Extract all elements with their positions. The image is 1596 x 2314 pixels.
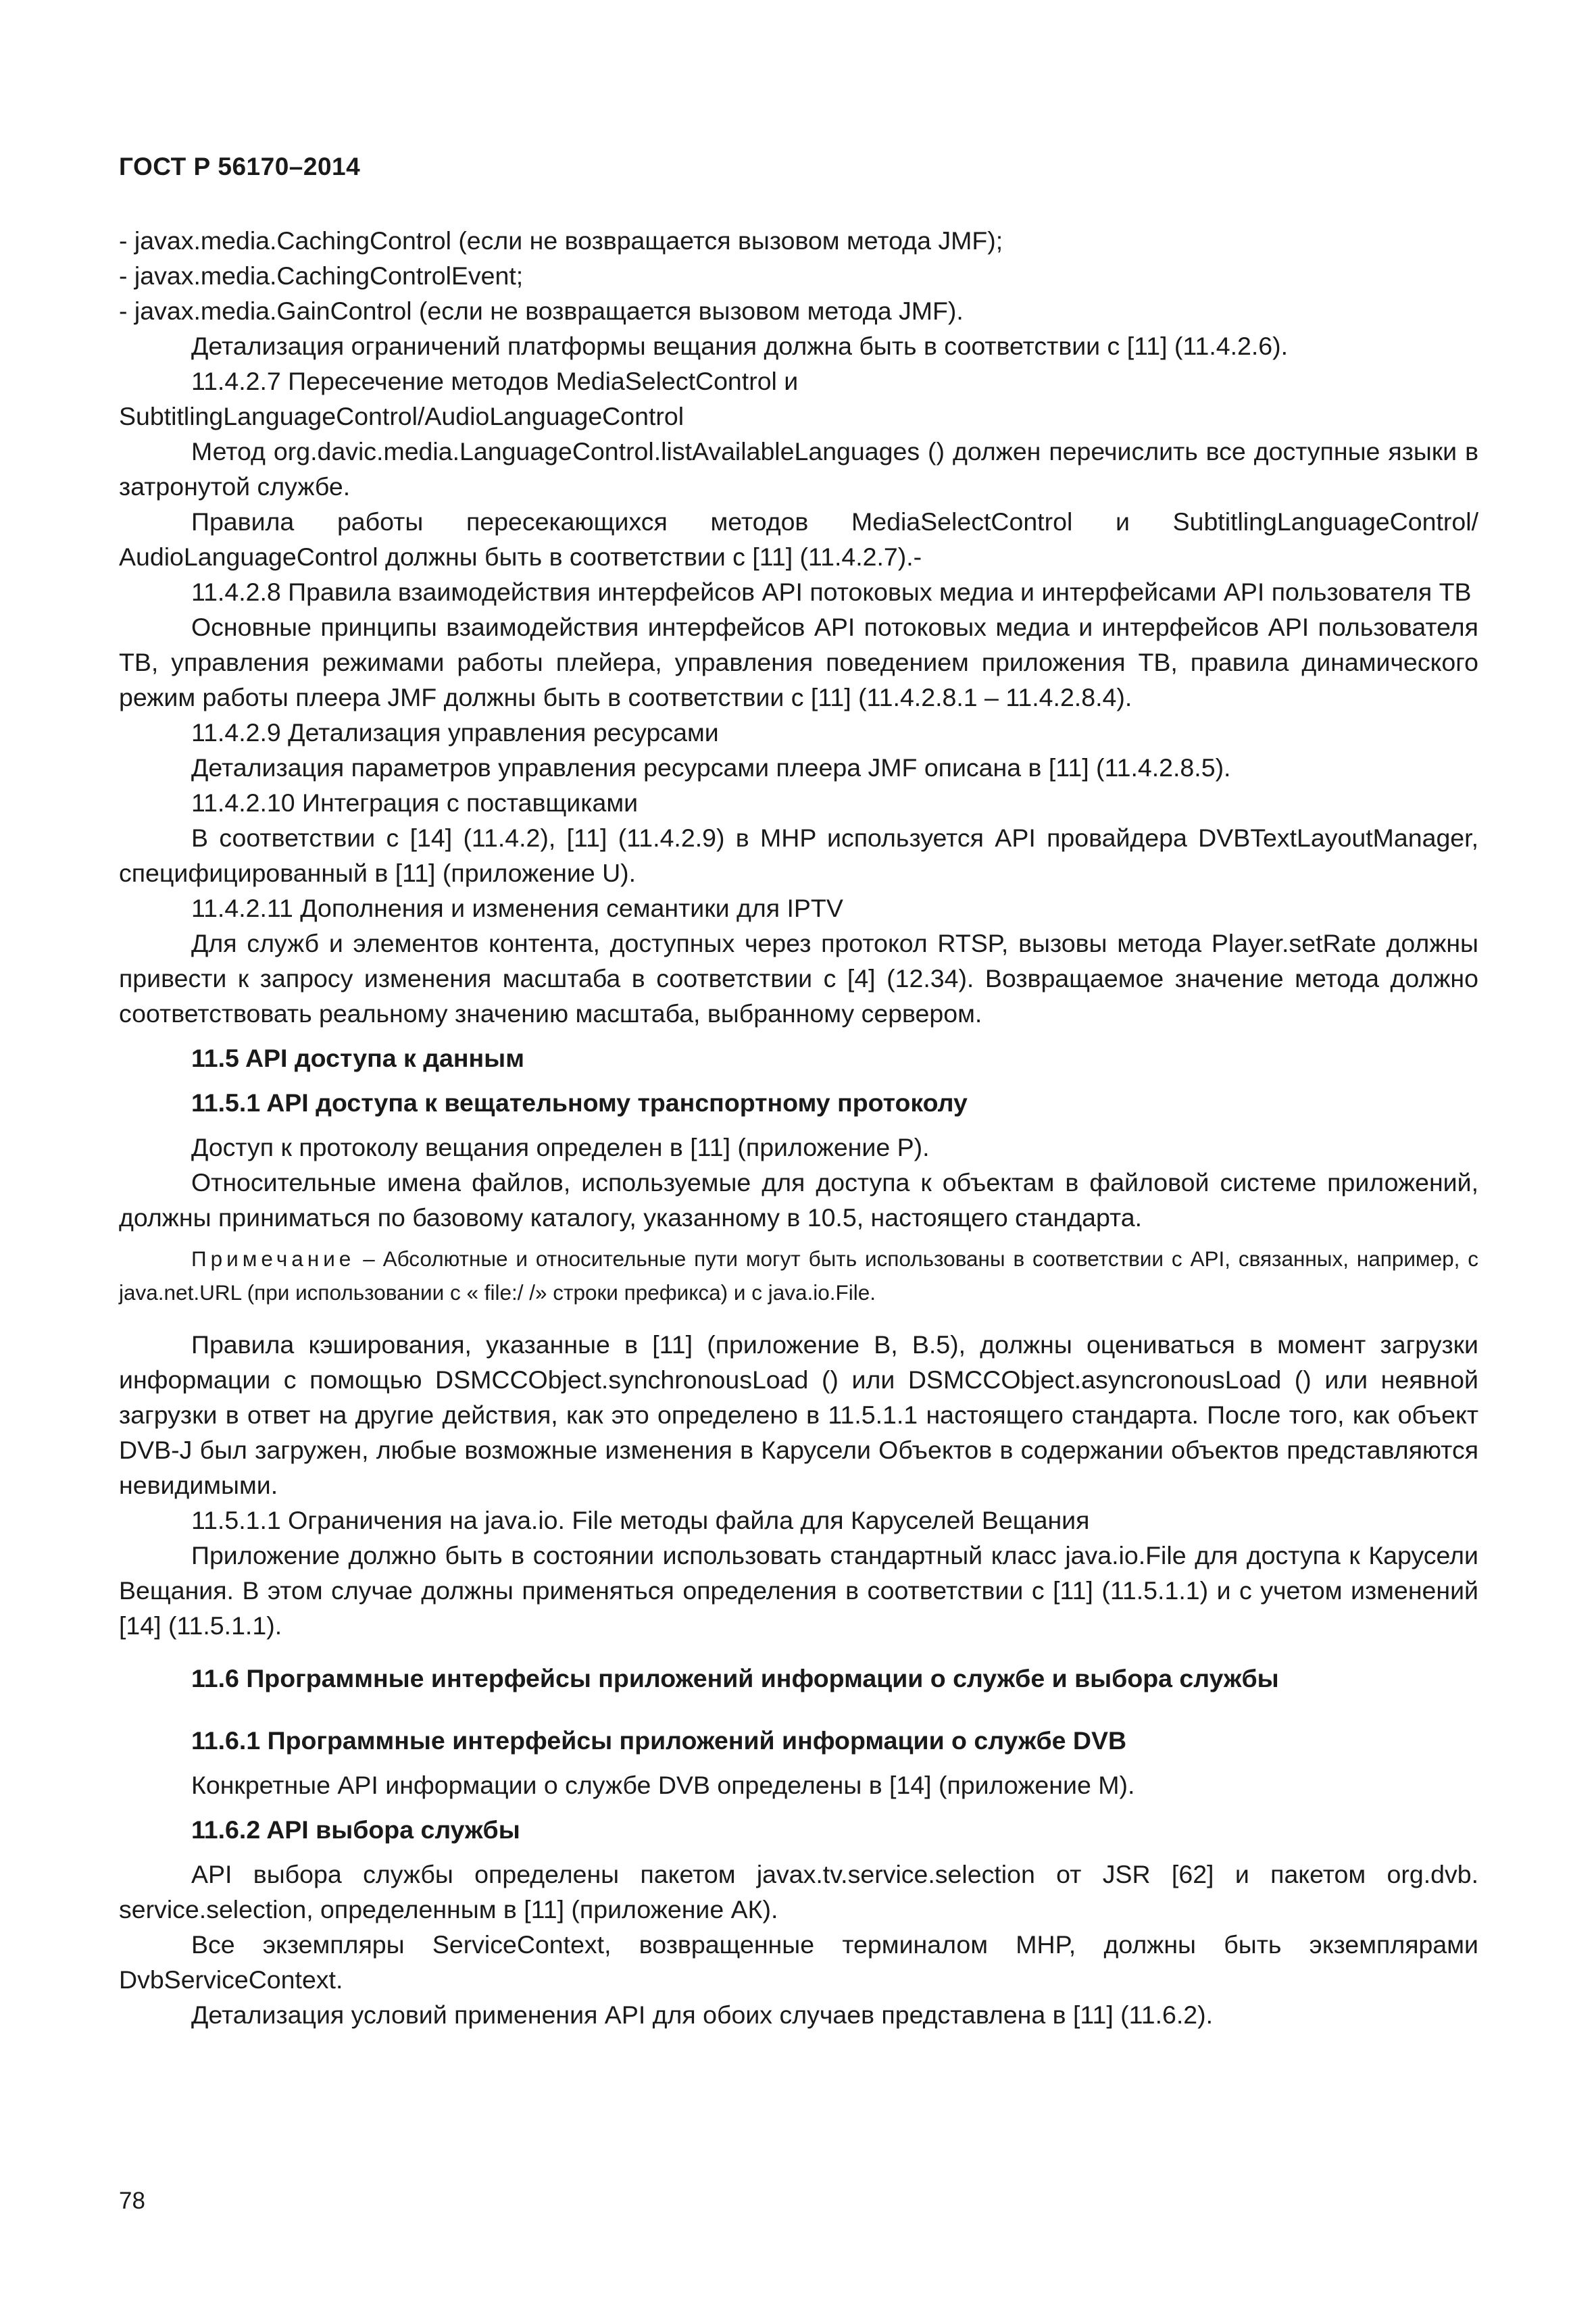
list-item: - javax.media.CachingControl (если не возвращается вызовом метода JMF); [119,226,1003,255]
list-item: - javax.media.CachingControlEvent; [119,261,524,290]
list-item: - javax.media.GainControl (если не возвращается вызовом метода JMF). [119,297,964,325]
subsection-title: 11.4.2.10 Интеграция с поставщиками [191,788,639,817]
document-body [119,223,1478,2032]
subsection-title: 11.4.2.7 Пересечение методов MediaSelectControl и [191,367,799,395]
note-label: Примечание [191,1247,355,1271]
note-text: – Абсолютные и относительные пути могут быть использованы в соответствии с API, связанных, например, с java.net.URL (при использовании с « file:/ /» строки префикса) и с java.io.File. [119,1247,1478,1305]
paragraph: Правила работы пересекающихся методов MediaSelectControl и SubtitlingLanguageControl/ AudioLanguageControl должны быть в соответствии с [11] (11.4.2.7).- [119,507,1478,571]
paragraph: Метод org.davic.media.LanguageControl.listAvailableLanguages () должен перечислить все доступные языки в затронутой службе. [119,437,1478,501]
paragraph: Конкретные API информации о службе DVB определены в [14] (приложение М). [191,1771,1135,1799]
section-heading: 11.5 API доступа к данным [191,1044,524,1072]
paragraph: Для служб и элементов контента, доступных через протокол RTSP, вызовы метода Player.setRate должны привести к запросу изменения масштаба в соответствии с [4] (12.34). Возвращаемое значение метода должно соответствовать реальному значению масштаба, выбранному сервером. [119,929,1478,1028]
subsection-title: 11.4.2.11 Дополнения и изменения семантики для IPTV [191,894,843,922]
page-number: 78 [119,2188,145,2214]
note [119,1242,1478,1309]
paragraph: Доступ к протоколу вещания определен в [11] (приложение Р). [191,1133,930,1161]
subsection-title: 11.4.2.8 Правила взаимодействия интерфейсов API потоковых медиа и интерфейсами API пользователя ТВ [191,578,1472,606]
subsection-title-cont: SubtitlingLanguageControl/AudioLanguageControl [119,402,684,430]
paragraph: Все экземпляры ServiceContext, возвращенные терминалом MHP, должны быть экземплярами DvbServiceContext. [119,1930,1478,1994]
paragraph: Основные принципы взаимодействия интерфейсов API потоковых медиа и интерфейсов API пользователя ТВ, управления режимами работы плейера, управления поведением приложения ТВ, правила динамического режим работы плеера JMF должны быть в соответствии с [11] (11.4.2.8.1 – 11.4.2.8.4). [119,613,1478,711]
paragraph: Приложение должно быть в состоянии использовать стандартный класс java.io.File для доступа к Карусели Вещания. В этом случае должны применяться определения в соответствии с [11] (11.5.1.1) и с учетом изменений [14] (11.5.1.1). [119,1541,1478,1640]
standard-header: ГОСТ Р 56170–2014 [119,153,361,180]
paragraph: Относительные имена файлов, используемые для доступа к объектам в файловой системе приложений, должны приниматься по базовому каталогу, указанному в 10.5, настоящего стандарта. [119,1168,1478,1232]
section-heading: 11.5.1 API доступа к вещательному транспортному протоколу [191,1088,968,1117]
section-heading: 11.6.2 API выбора службы [191,1815,520,1844]
paragraph: API выбора службы определены пакетом javax.tv.service.selection от JSR [62] и пакетом org.dvb. service.selection, определенным в [11] (приложение АК). [119,1860,1478,1923]
section-heading: 11.6 Программные интерфейсы приложений информации о службе и выбора службы [191,1664,1279,1692]
paragraph: В соответствии с [14] (11.4.2), [11] (11.4.2.9) в MHP используется API провайдера DVBTextLayoutManager, специфицированный в [11] (приложение U). [119,824,1478,887]
paragraph: Детализация ограничений платформы вещания должна быть в соответствии с [11] (11.4.2.6). [191,332,1289,360]
paragraph: Правила кэширования, указанные в [11] (приложение В, В.5), должны оцениваться в момент загрузки информации с помощью DSMCCObject.synchronousLoad () или DSMCCObject.asyncronousLoad () или неявной загрузки в ответ на другие действия, как это определено в 11.5.1.1 настоящего стандарта. После того, как объект DVB-J был загружен, любые возможные изменения в Карусели Объектов в содержании объектов представляются невидимыми. [119,1330,1478,1499]
subsection-title: 11.5.1.1 Ограничения на java.io. File методы файла для Каруселей Вещания [191,1506,1090,1534]
section-heading: 11.6.1 Программные интерфейсы приложений информации о службе DVB [191,1726,1127,1755]
subsection-title: 11.4.2.9 Детализация управления ресурсами [191,718,719,747]
paragraph: Детализация условий применения API для обоих случаев представлена в [11] (11.6.2). [191,2001,1214,2029]
paragraph: Детализация параметров управления ресурсами плеера JMF описана в [11] (11.4.2.8.5). [191,753,1231,782]
